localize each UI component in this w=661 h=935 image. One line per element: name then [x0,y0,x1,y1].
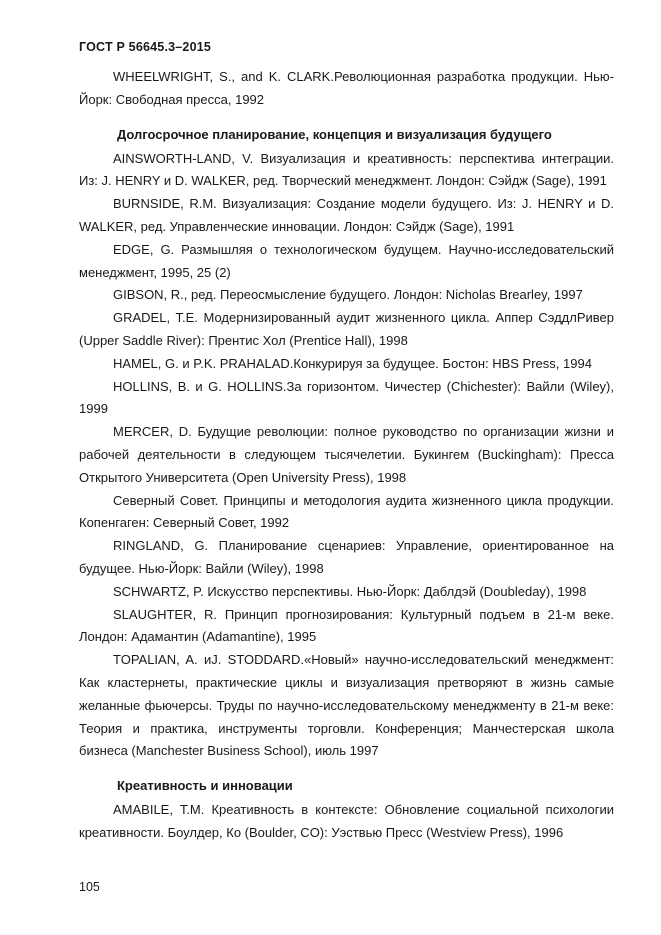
reference-entry: EDGE, G. Размышляя о технологическом будущем. Научно-исследовательский менеджмент, 1995, 25 (2) [79,241,614,280]
reference-entry: HAMEL, G. и P.K. PRAHALAD.Конкурируя за будущее. Бостон: HBS Press, 1994 [113,355,592,371]
reference-entry: MERCER, D. Будущие революции: полное руководство по организации жизни и рабочей деятельности в следующем тысячелетии. Букингем (Buckingham): Пресса Открытого Университета (Open University Press), 1998 [79,424,614,485]
reference-entry: SCHWARTZ, P. Искусство перспективы. Нью-Йорк: Даблдэй (Doubleday), 1998 [113,583,587,599]
reference-entry: HOLLINS, B. и G. HOLLINS.За горизонтом. Чичестер (Chichester): Вайли (Wiley), 1999 [79,378,614,417]
page-number: 105 [79,880,100,894]
reference-entry: GIBSON, R., ред. Переосмысление будущего. Лондон: Nicholas Brearley, 1997 [113,287,583,303]
reference-entry: AINSWORTH-LAND, V. Визуализация и креативность: перспектива интеграции. Из: J. HENRY и D. WALKER, ред. Творческий менеджмент. Лондон: Сэйдж (Sage), 1991 [79,150,614,189]
reference-entry: TOPALIAN, A. иJ. STODDARD.«Новый» научно-исследовательский менеджмент: Как кластернеты, практические циклы и визуализация претворяют в жизнь самые желанные фьючерсы. Труды по научно-исследовательскому менеджменту в 21-м веке: Теория и практика, инструменты торговли. Конференция; Манчестерская школа бизнеса (Manchester Business School), июль 1997 [79,652,614,759]
section-heading-long-term-planning: Долгосрочное планирование, концепция и визуализация будущего [117,126,552,142]
reference-entry: AMABILE, T.M. Креативность в контексте: Обновление социальной психологии креативности. Боулдер, Ко (Boulder, CO): Уэствью Пресс (Westview Press), 1996 [79,802,614,840]
reference-entry: BURNSIDE, R.M. Визуализация: Создание модели будущего. Из: J. HENRY и D. WALKER, ред. Управленческие инновации. Лондон: Сэйдж (Sage), 1991 [79,196,614,234]
reference-entry: SLAUGHTER, R. Принцип прогнозирования: Культурный подъем в 21-м веке. Лондон: Адамантин (Adamantine), 1995 [79,606,614,645]
reference-entry: Северный Совет. Принципы и методология аудита жизненного цикла продукции. Копенгаген: Северный Совет, 1992 [79,492,614,531]
section-heading-creativity: Креативность и инновации [117,778,293,794]
bibliography-content [79,66,614,845]
reference-entry: RINGLAND, G. Планирование сценариев: Управление, ориентированное на будущее. Нью-Йорк: Вайли (Wiley), 1998 [79,538,614,576]
reference-entry: GRADEL, T.E. Модернизированный аудит жизненного цикла. Аппер СэддлРивер (Upper Saddle River): Прентис Хол (Prentice Hall), 1998 [79,310,614,348]
reference-entry: WHEELWRIGHT, S., and K. CLARK.Революционная разработка продукции. Нью-Йорк: Свободная пресса, 1992 [79,69,614,107]
standard-code-header: ГОСТ Р 56645.3–2015 [79,40,212,54]
